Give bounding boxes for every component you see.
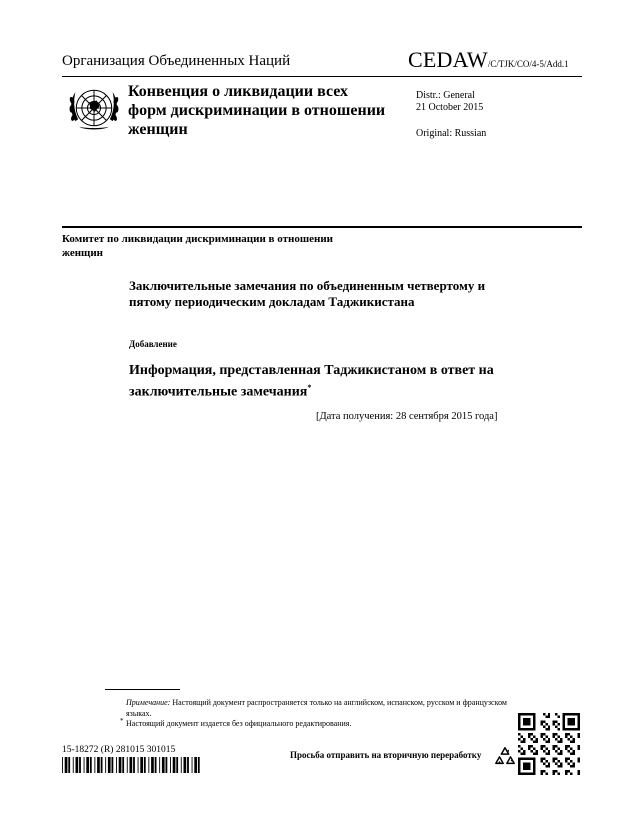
document-title: Заключительные замечания по объединенным четвертому и пятому периодическим докладам Таджикистана <box>129 278 486 309</box>
recycle-notice: Просьба отправить на вторичную переработку <box>290 750 482 760</box>
subtitle-footnote-marker: * <box>307 383 312 392</box>
note-label: Примечание: <box>126 698 171 707</box>
committee-rule <box>62 226 582 228</box>
distribution-block <box>416 90 483 114</box>
document-number: 15-18272 (R) 281015 301015 <box>62 745 176 755</box>
original-language: Original: Russian <box>416 128 487 139</box>
recycle-icon <box>494 745 516 767</box>
convention-title: Конвенция о ликвидации всех форм дискриминации в отношении женщин <box>128 83 386 138</box>
symbol-main: CEDAW <box>408 47 488 72</box>
date-received: [Дата получения: 28 сентября 2015 года] <box>316 411 498 422</box>
subtitle-text: Информация, представленная Таджикистаном в ответ на заключительные замечания <box>129 363 494 400</box>
distribution: Distr.: General <box>416 90 475 101</box>
barcode-icon <box>62 757 202 773</box>
un-emblem-icon <box>66 80 122 136</box>
qr-code-icon <box>518 713 580 775</box>
document-symbol <box>408 47 569 73</box>
footnote-text: Настоящий документ издается без официального редактирования. <box>126 719 352 728</box>
footnote-note <box>126 697 521 719</box>
header-rule <box>62 76 582 77</box>
footnote-rule <box>105 689 180 690</box>
addendum-label: Добавление <box>129 339 177 349</box>
footnote-star: * <box>120 717 124 725</box>
committee-name: Комитет по ликвидации дискриминации в отношении женщин <box>62 233 334 259</box>
document-date: 21 October 2015 <box>416 102 484 113</box>
note-text: Настоящий документ распространяется только на английском, испанском, русском и французском языках. <box>126 698 507 718</box>
symbol-suffix: /C/TJK/CO/4-5/Add.1 <box>487 59 569 69</box>
organization-name: Организация Объединенных Наций <box>62 53 291 69</box>
document-subtitle <box>129 362 519 401</box>
